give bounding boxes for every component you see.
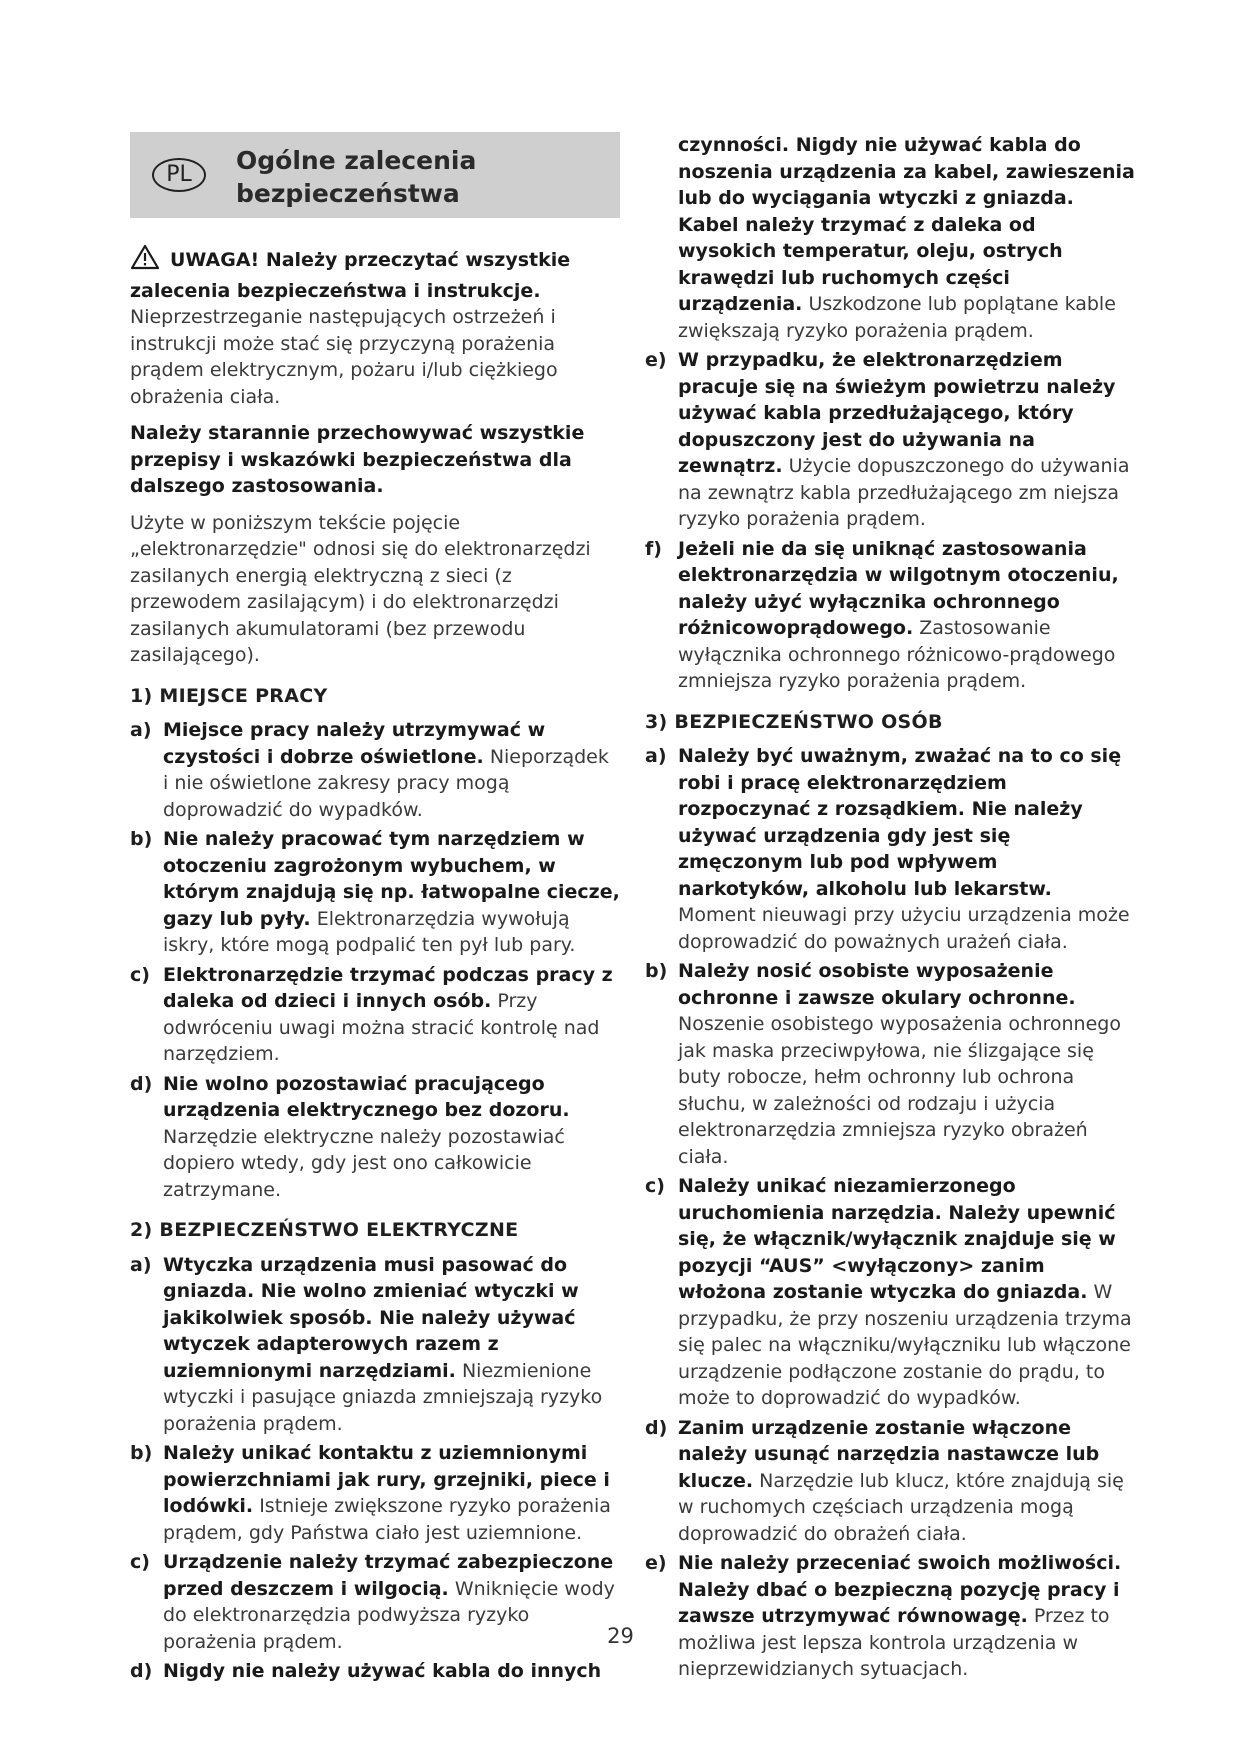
keep-note: Należy starannie przechowywać wszystkie przepisy i wskazówki bezpieczeństwa dla dalszego zastosowania.: [130, 422, 585, 497]
list-item: d) Nie wolno pozostawiać pracującego urządzenia elektrycznego bez dozoru. Narzędzie elektryczne należy pozostawiać dopiero wtedy, gdy jest ono całkowicie zatrzymane.: [130, 1072, 570, 1201]
definition-paragraph: Użyte w poniższym tekście pojęcie „elektronarzędzie" odnosi się do elektronarzędzi zasilanych energią elektryczną z sieci (z przewodem zasilającym) i do elektronarzędzi zasilanych akumulatorami (bez przewodu zasilającego).: [130, 511, 591, 666]
page-title: Ogólne zalecenia bezpieczeństwa: [236, 146, 477, 208]
page-number: 29: [607, 1624, 634, 1648]
list-item-continued: czynności. Nigdy nie używać kabla do noszenia urządzenia za kabel, zawieszenia lub do wyciągania wtyczki z gniazda. Kabel należy trzymać z daleka od wysokich temperatur, oleju, ostrych krawędzi lub ruchomych części urządzenia. Uszkodzone lub poplątane kable zwiększają ryzyko porażenia prądem.: [678, 134, 1135, 342]
warning-bold: UWAGA! Należy przeczytać wszystkie zalecenia bezpieczeństwa i instrukcje.: [130, 249, 571, 302]
section-3-title: 3) BEZPIECZEŃSTWO OSÓB: [645, 710, 943, 733]
warning-text: Nieprzestrzeganie następujących ostrzeżeń i instrukcji może stać się przyczyną porażenia prądem elektrycznym, pożaru i/lub ciężkiego obrażenia ciała.: [130, 306, 558, 408]
list-item: f) Jeżeli nie da się uniknąć zastosowania elektronarzędzia w wilgotnym otoczeniu, należy użyć wyłącznika ochronnego różnicowoprądowego. Zastosowanie wyłącznika ochronnego różnicowo-prądowego zmniejsza ryzyko porażenia prądem.: [645, 537, 1119, 692]
list-item: b) Należy unikać kontaktu z uziemnionymi powierzchniami jak rury, grzejniki, piece i lodówki. Istnieje zwiększone ryzyko porażenia prądem, gdy Państwa ciało jest uziemnione.: [130, 1442, 611, 1544]
warning-triangle-icon: [130, 244, 160, 278]
list-item: c) Elektronarzędzie trzymać podczas pracy z daleka od dzieci i innych osób. Przy odwróceniu uwagi można stracić kontrolę nad narzędziem.: [130, 963, 613, 1065]
list-item: d) Zanim urządzenie zostanie włączone należy usunąć narzędzia nastawcze lub klucze. Narzędzie lub klucz, które znajdują się w ruchomych częściach urządzenia mogą doprowadzić do obrażeń ciała.: [645, 1416, 1124, 1545]
list-item: a) Należy być uważnym, zważać na to co się robi i pracę elektronarzędziem rozpoczynać z rozsądkiem. Nie należy używać urządzenia gdy jest się zmęczonym lub pod wpływem narkotyków, alkoholu lub lekarstw. Moment nieuwagi przy użyciu urządzenia może doprowadzić do poważnych urażeń ciała.: [645, 745, 1130, 953]
left-column: [130, 132, 620, 1688]
list-item: a) Wtyczka urządzenia musi pasować do gniazda. Nie wolno zmieniać wtyczki w jakikolwiek sposób. Nie należy używać wtyczek adapterowych razem z uziemnionymi narzędziami. Niezmienione wtyczki i pasujące gniazda zmniejszają ryzyko porażenia prądem.: [130, 1253, 603, 1435]
section-header: [130, 132, 620, 218]
list-item: a) Miejsce pracy należy utrzymywać w czystości i dobrze oświetlone. Nieporządek i nie oświetlone zakresy pracy mogą doprowadzić do wypadków.: [130, 719, 609, 821]
section-1-title: 1) MIEJSCE PRACY: [130, 684, 328, 707]
right-column: [645, 132, 1135, 1686]
list-item: b) Nie należy pracować tym narzędziem w otoczeniu zagrożonym wybuchem, w którym znajdują się np. łatwopalne ciecze, gazy lub pyły. Elektronarzędzia wywołują iskry, które mogą podpalić ten pył lub pary.: [130, 828, 620, 956]
list-item: e) W przypadku, że elektronarzędziem pracuje się na świeżym powietrzu należy używać kabla przedłużającego, który dopuszczony jest do używania na zewnątrz. Użycie dopuszczonego do używania na zewnątrz kabla przedłużającego zm niejsza ryzyko porażenia prądem.: [645, 349, 1130, 530]
list-item: c) Należy unikać niezamierzonego uruchomienia narzędzia. Należy upewnić się, że włącznik/wyłącznik znajduje się w pozycji “AUS” <wyłączony> zanim włożona zostanie wtyczka do gniazda. W przypadku, że przy noszeniu urządzenia trzyma się palec na włączniku/wyłączniku lub włączone urządzenie podłączone zostanie do prądu, to może to doprowadzić do wypadków.: [645, 1175, 1132, 1409]
list-item: d) Nigdy nie należy używać kabla do innych: [130, 1660, 602, 1682]
warning-paragraph: [130, 244, 620, 410]
language-badge: PL: [152, 158, 206, 192]
list-item: b) Należy nosić osobiste wyposażenie ochronne i zawsze okulary ochronne. Noszenie osobistego wyposażenia ochronnego jak maska przeciwpyłowa, nie ślizgające się buty robocze, hełm ochronny lub ochrona słuchu, w zależności od rodzaju i użycia elektronarzędzia zmniejsza ryzyko obrażeń ciała.: [645, 960, 1121, 1168]
section-2-title: 2) BEZPIECZEŃSTWO ELEKTRYCZNE: [130, 1219, 519, 1241]
list-item: c) Urządzenie należy trzymać zabezpieczone przed deszczem i wilgocią. Wniknięcie wody do elektronarzędzia podwyższa ryzyko porażenia prądem.: [130, 1551, 615, 1653]
list-item: e) Nie należy przeceniać swoich możliwości. Należy dbać o bezpieczną pozycję pracy i zawsze utrzymywać równowagę. Przez to możliwa jest lepsza kontrola urządzenia w nieprzewidzianych sytuacjach.: [645, 1552, 1122, 1680]
